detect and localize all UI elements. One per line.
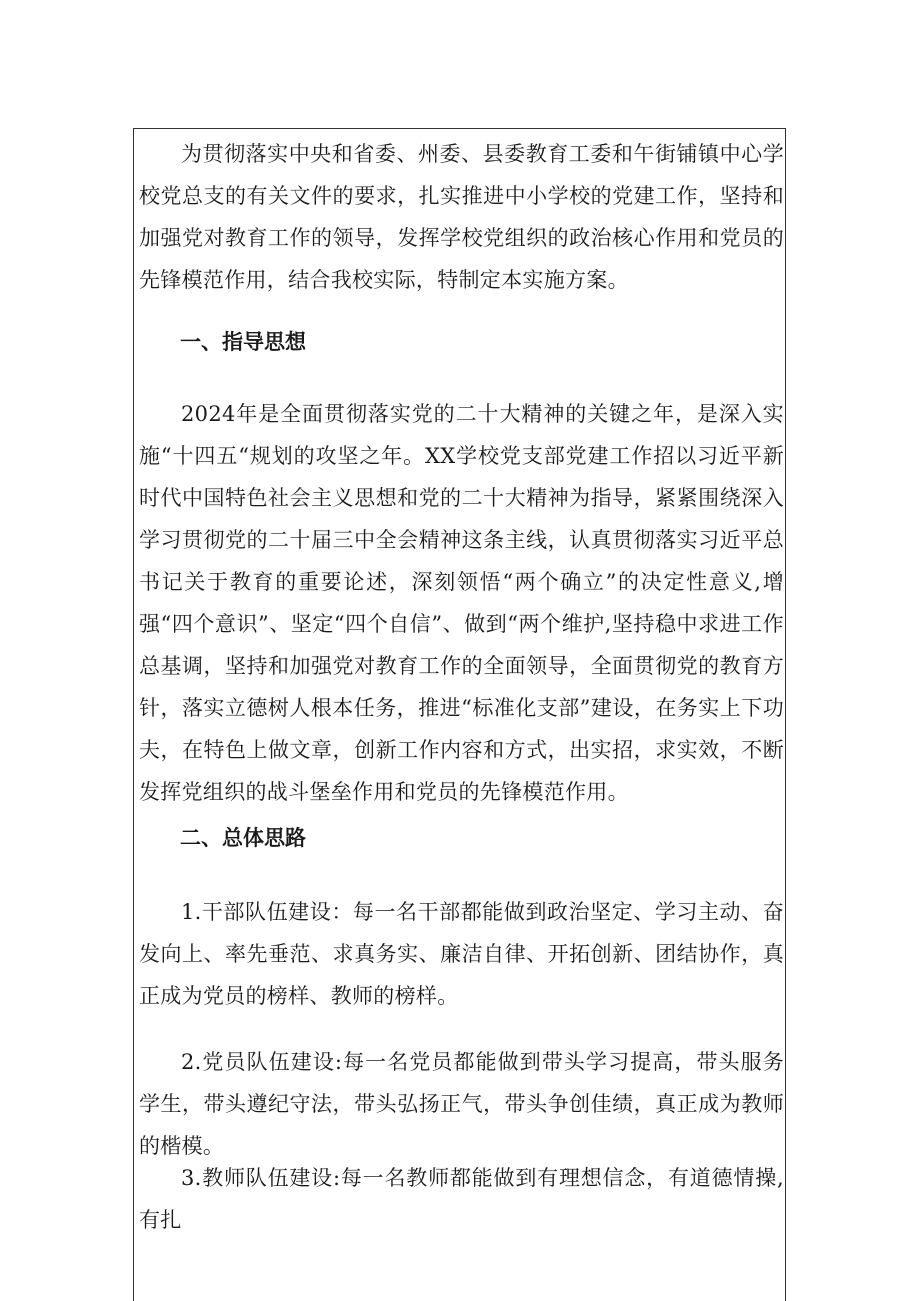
guiding-ideology-paragraph: 2024年是全面贯彻落实党的二十大精神的关键之年，是深入实施“十四五“规划的攻坚之年。XX学校党支部党建工作招以习近平新时代中国特色社会主义思想和党的二十大精神为指导，紧紧围绕深入学习贯彻党的二十届三中全会精神这条主线，认真贯彻落实习近平总书记关于教育的重要论述，深刻领悟“两个确立”的决定性意义,增强“四个意识”、坚定“四个自信”、做到“两个维护,坚持稳中求进工作总基调，坚持和加强党对教育工作的全面领导，全面贯彻党的教育方针，落实立德树人根本任务，推进“标准化支部”建设，在务实上下功夫，在特色上做文章，创新工作内容和方式，出实招，求实效，不断发挥党组织的战斗堡垒作用和党员的先锋模范作用。 (139, 402, 784, 804)
item-cadre-team: 1.干部队伍建设：每一名干部都能做到政治坚定、学习主动、奋发向上、率先垂范、求真务实、廉洁自律、开拓创新、团结协作，真正成为党员的榜样、教师的榜样。 (139, 900, 784, 1008)
item-party-member-team: 2.党员队伍建设:每一名党员都能做到带头学习提高，带头服务学生，带头遵纪守法，带头弘扬正气，带头争创佳绩，真正成为教师的楷模。 (139, 1050, 784, 1158)
section-heading-guiding-ideology: 一、指导思想 (180, 330, 306, 354)
section-heading-overall-approach: 二、总体思路 (180, 826, 306, 850)
document-frame (133, 128, 786, 1301)
intro-paragraph: 为贯彻落实中央和省委、州委、县委教育工委和午街铺镇中心学校党总支的有关文件的要求，扎实推进中小学校的党建工作，坚持和加强党对教育工作的领导，发挥学校党组织的政治核心作用和党员的先锋模范作用，结合我校实际，特制定本实施方案。 (139, 142, 784, 292)
item-teacher-team: 3.教师队伍建设:每一名教师都能做到有理想信念，有道德情操,有扎 (139, 1166, 784, 1232)
